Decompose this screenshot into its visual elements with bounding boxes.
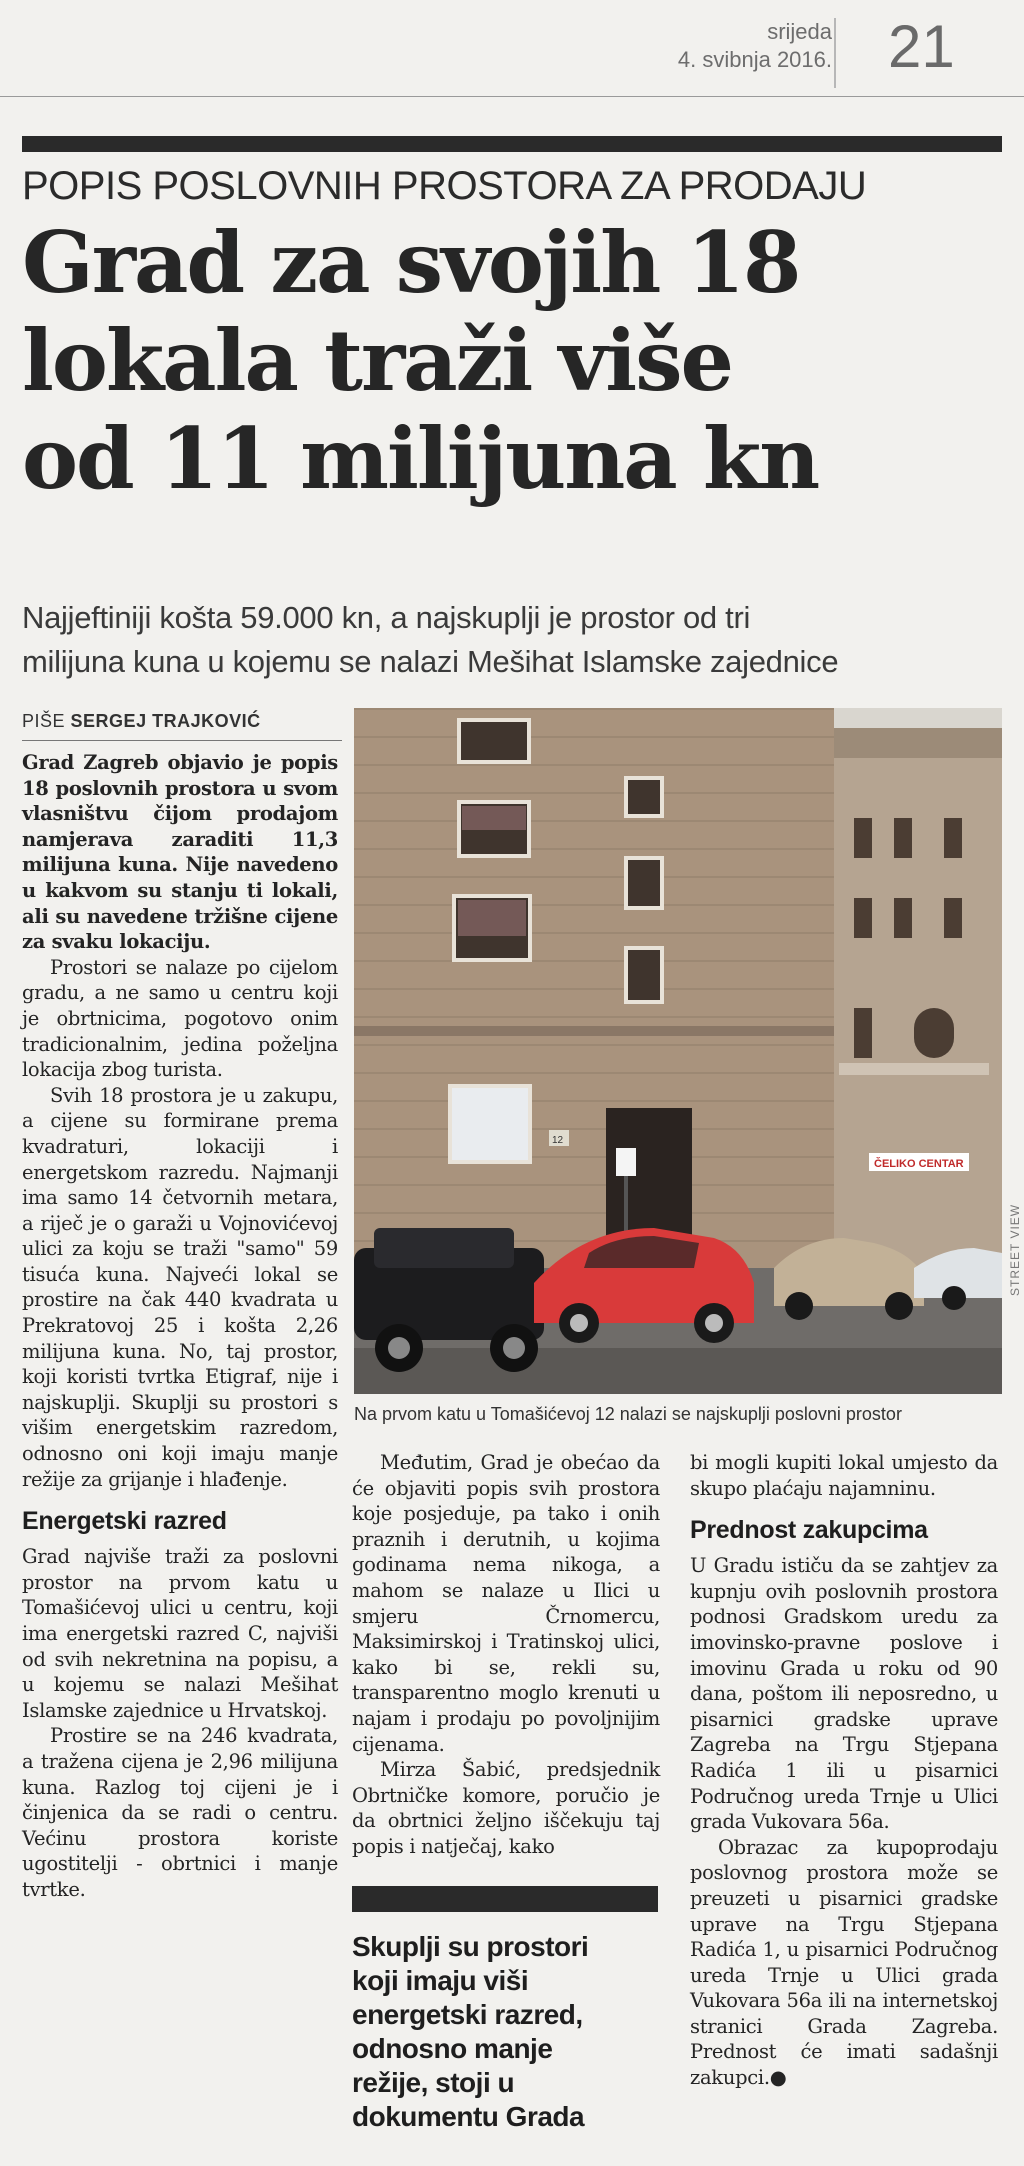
section-bar <box>22 136 1002 152</box>
article-paragraph <box>690 1835 998 2091</box>
pullquote-line: dokumentu Grada <box>352 2101 585 2132</box>
article-column-2 <box>352 1450 660 1860</box>
article-paragraph: Međutim, Grad je obećao da će objaviti popis svih prostora koje posjeduje, pa tako i onih praznih i derutnih, u kojima godinama nema nikoga, a mahom se nalaze u Ilici u smjeru Črnomercu, Maksimirskoj i Tratinskoj ulici, kako bi se, rekli su, transparentno moglo krenuti u najam i prodaju po povoljnijim cijenama. <box>352 1451 660 1756</box>
pullquote-bar <box>352 1886 658 1912</box>
issue-date-text: 4. svibnja 2016. <box>677 47 832 72</box>
article-paragraph: Mirza Šabić, predsjednik Obrtničke komore, poručio je da obrtnici željno iščekuju taj popis i natječaj, kako <box>352 1758 660 1858</box>
article-column-3 <box>690 1450 998 2091</box>
section-heading: Energetski razred <box>22 1507 227 1536</box>
article-lead: Grad Zagreb objavio je popis 18 poslovnih prostora u svom vlasništvu čijom prodajom namjerava zaraditi 11,3 milijuna kuna. Nije navedeno u kakvom su stanju ti lokali, ali su navedene tržišne cijene za svaku lokaciju. <box>22 751 338 954</box>
headline-line: lokala traži više <box>22 311 732 410</box>
header-separator <box>834 18 836 88</box>
article-paragraph: Svih 18 prostora je u zakupu, a cijene su formirane prema kvadraturi, lokaciji i energetskom razredu. Najmanji ima samo 14 četvornih metara, a riječ je o garaži u Vojnovićevoj ulici za koju se traži "samo" 59 tisuća kuna. Najveći lokal se prostire na čak 440 kvadrata u Prekratovoj 25 i košta 2,26 milijuna kuna. No, taj prostor, koji koristi tvrtka Etigraf, nije i najskuplji. Skuplji su prostori s višim energetskim razredom, odnosno oni koji imaju manje režije za grijanje i hlađenje. <box>22 1083 338 1491</box>
subhead-line: milijuna kuna u kojemu se nalazi Mešihat Islamske zajednice <box>22 644 839 679</box>
issue-date <box>678 18 832 74</box>
byline-label: PIŠE <box>22 711 66 731</box>
article-paragraph: Prostori se nalaze po cijelom gradu, a ne samo u centru koji je obrtnicima, pogotovo onim tradicionalnim, jedina poželjna lokacija zbog turista. <box>22 955 338 1082</box>
headline-line: Grad za svojih 18 <box>22 213 800 312</box>
article-headline <box>22 214 1012 508</box>
photo-credit: STREET VIEW <box>1008 1203 1022 1296</box>
end-mark: ● <box>769 2066 787 2090</box>
pull-quote <box>352 1930 658 2134</box>
article-paragraph: bi mogli kupiti lokal umjesto da skupo plaćaju najamninu. <box>690 1451 998 1500</box>
header-rule <box>0 96 1024 97</box>
article-subhead <box>22 596 1012 684</box>
page-number: 21 <box>888 13 955 80</box>
byline <box>22 710 342 741</box>
article-column-1 <box>22 750 338 1903</box>
building-illustration <box>354 708 1002 1394</box>
article-paragraph: Prostire se na 246 kvadrata, a tražena cijena je 2,96 milijuna kuna. Razlog toj cijeni je i činjenica da se radi o centru. Većinu prostora koriste ugostitelji - obrtnici i manje tvrtke. <box>22 1724 338 1901</box>
shop-sign: ČELIKO CENTAR <box>874 1158 964 1170</box>
subhead-line: Najjeftiniji košta 59.000 kn, a najskuplji je prostor od tri <box>22 600 751 635</box>
article-kicker: POPIS POSLOVNIH PROSTORA ZA PRODAJU <box>22 164 867 208</box>
pullquote-line: Skuplji su prostori <box>352 1931 589 1962</box>
photo-caption: Na prvom katu u Tomašićevoj 12 nalazi se najskuplji poslovni prostor <box>354 1404 902 1424</box>
house-number: 12 <box>552 1135 564 1146</box>
building-photo <box>354 708 1002 1394</box>
article-paragraph: Grad najviše traži za poslovni prostor na prvom katu u Tomašićevoj ulici u centru, koji ima energetski razred C, najviši od svih nekretnina na popisu, a u kojemu se nalazi Mešihat Islamske zajednice u Hrvatskoj. <box>22 1545 338 1722</box>
pullquote-line: režije, stoji u <box>352 2067 515 2098</box>
article-paragraph-text: Obrazac za kupoprodaju poslovnog prostora može se preuzeti u pisarnici gradske uprave na Trgu Stjepana Radića 1, u pisarnici Područnog ureda Trnje u Ulici grada Vukovara 56a ili na internetskoj stranici Grada Zagreba. Prednost će imati sadašnji zakupci. <box>690 1835 998 2090</box>
section-heading: Prednost zakupcima <box>690 1516 928 1545</box>
pullquote-line: odnosno manje <box>352 2033 553 2064</box>
byline-author: SERGEJ TRAJKOVIĆ <box>70 711 261 731</box>
article-paragraph: U Gradu ističu da se zahtjev za kupnju ovih poslovnih prostora podnosi Gradskom uredu za imovinsko-pravne poslove i imovinu Grada u roku od 90 dana, poštom ili neposredno, u pisarnici gradske uprave Zagreba na Trgu Stjepana Radića 1 ili u pisarnici Područnog ureda Trnje u Ulici grada Vukovara 56a. <box>690 1554 998 1834</box>
issue-weekday: srijeda <box>767 19 832 44</box>
pullquote-line: koji imaju viši <box>352 1965 529 1996</box>
pullquote-line: energetski razred, <box>352 1999 583 2030</box>
headline-line: od 11 milijuna kn <box>22 409 819 508</box>
